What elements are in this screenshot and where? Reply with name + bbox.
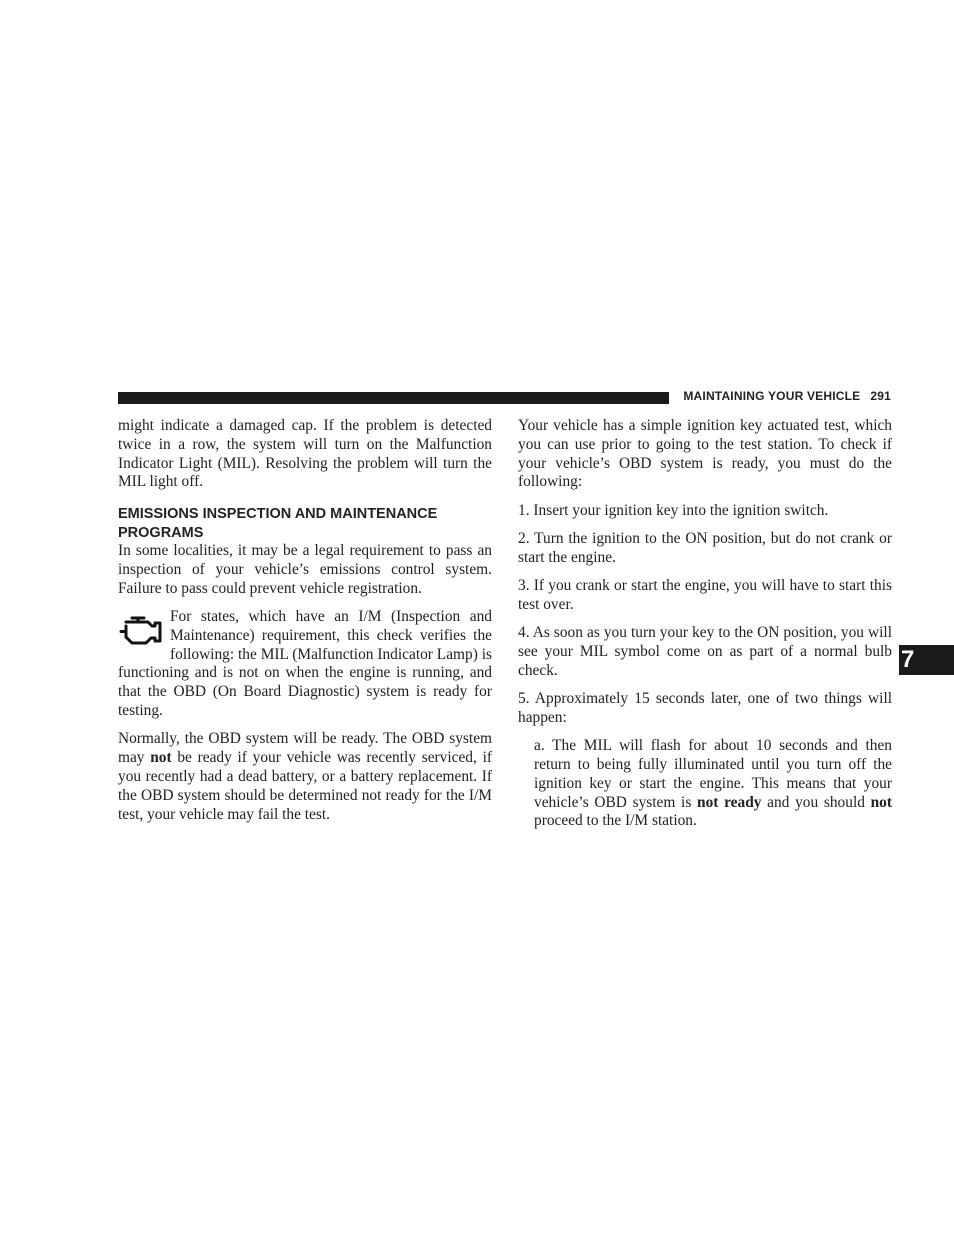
paragraph-obd-readiness: Normally, the OBD system will be ready. The OBD system may not be ready if your vehicle was recently serviced, if you recently had a dead battery, or a battery replacement. If the OBD system should be determined not ready for the I/M test, your vehicle may fail the test. — [118, 730, 492, 823]
section-title: MAINTAINING YOUR VEHICLE — [683, 389, 861, 403]
engine-check-icon — [118, 612, 164, 648]
step-5a: a. The MIL will flash for about 10 seconds and then return to being fully illuminated until you turn off the ignition key or start the engine. This means that your vehicle’s OBD system is not ready and you should not proceed to the I/M station. — [534, 737, 893, 830]
step-5: 5. Approximately 15 seconds later, one of two things will happen: — [518, 690, 892, 726]
page-number: 291 — [870, 389, 891, 403]
step-4: 4. As soon as you turn your key to the ON position, you will see your MIL symbol come on as part of a normal bulb check. — [518, 624, 892, 679]
step-1: 1. Insert your ignition key into the ignition switch. — [518, 501, 829, 519]
left-column — [118, 417, 492, 834]
paragraph-legal-requirement: In some localities, it may be a legal requirement to pass an inspection of your vehicle’s emissions control system. Failure to pass could prevent vehicle registration. — [118, 542, 492, 597]
header-rule — [118, 392, 669, 404]
step-3: 3. If you crank or start the engine, you will have to start this test over. — [518, 577, 892, 613]
emphasis-not: not — [150, 749, 172, 767]
paragraph-cap-warning: might indicate a damaged cap. If the problem is detected twice in a row, the system will turn on the Malfunction Indicator Light (MIL). Resolving the problem will turn the MIL light off. — [118, 417, 492, 491]
right-column — [518, 417, 892, 841]
running-header — [678, 389, 891, 403]
im-check-text: For states, which have an I/M (Inspection and Maintenance) requirement, this check verifies the following: the MIL (Malfunction Indicator Lamp) is functioning and is not on when the engine is running, and that the OBD (On Board Diagnostic) system is ready for testing. — [118, 608, 492, 720]
section-heading: EMISSIONS INSPECTION AND MAINTENANCE PROGRAMS — [118, 506, 438, 541]
emphasis-not-ready: not ready — [697, 793, 762, 811]
step-2: 2. Turn the ignition to the ON position, but do not crank or start the engine. — [518, 529, 892, 566]
paragraph-test-intro: Your vehicle has a simple ignition key actuated test, which you can use prior to going to the test station. To check if your vehicle’s OBD system is ready, you must do the following: — [518, 417, 892, 491]
emphasis-not: not — [870, 793, 893, 811]
paragraph-im-check — [118, 608, 492, 721]
chapter-tab: 7 — [899, 645, 954, 675]
